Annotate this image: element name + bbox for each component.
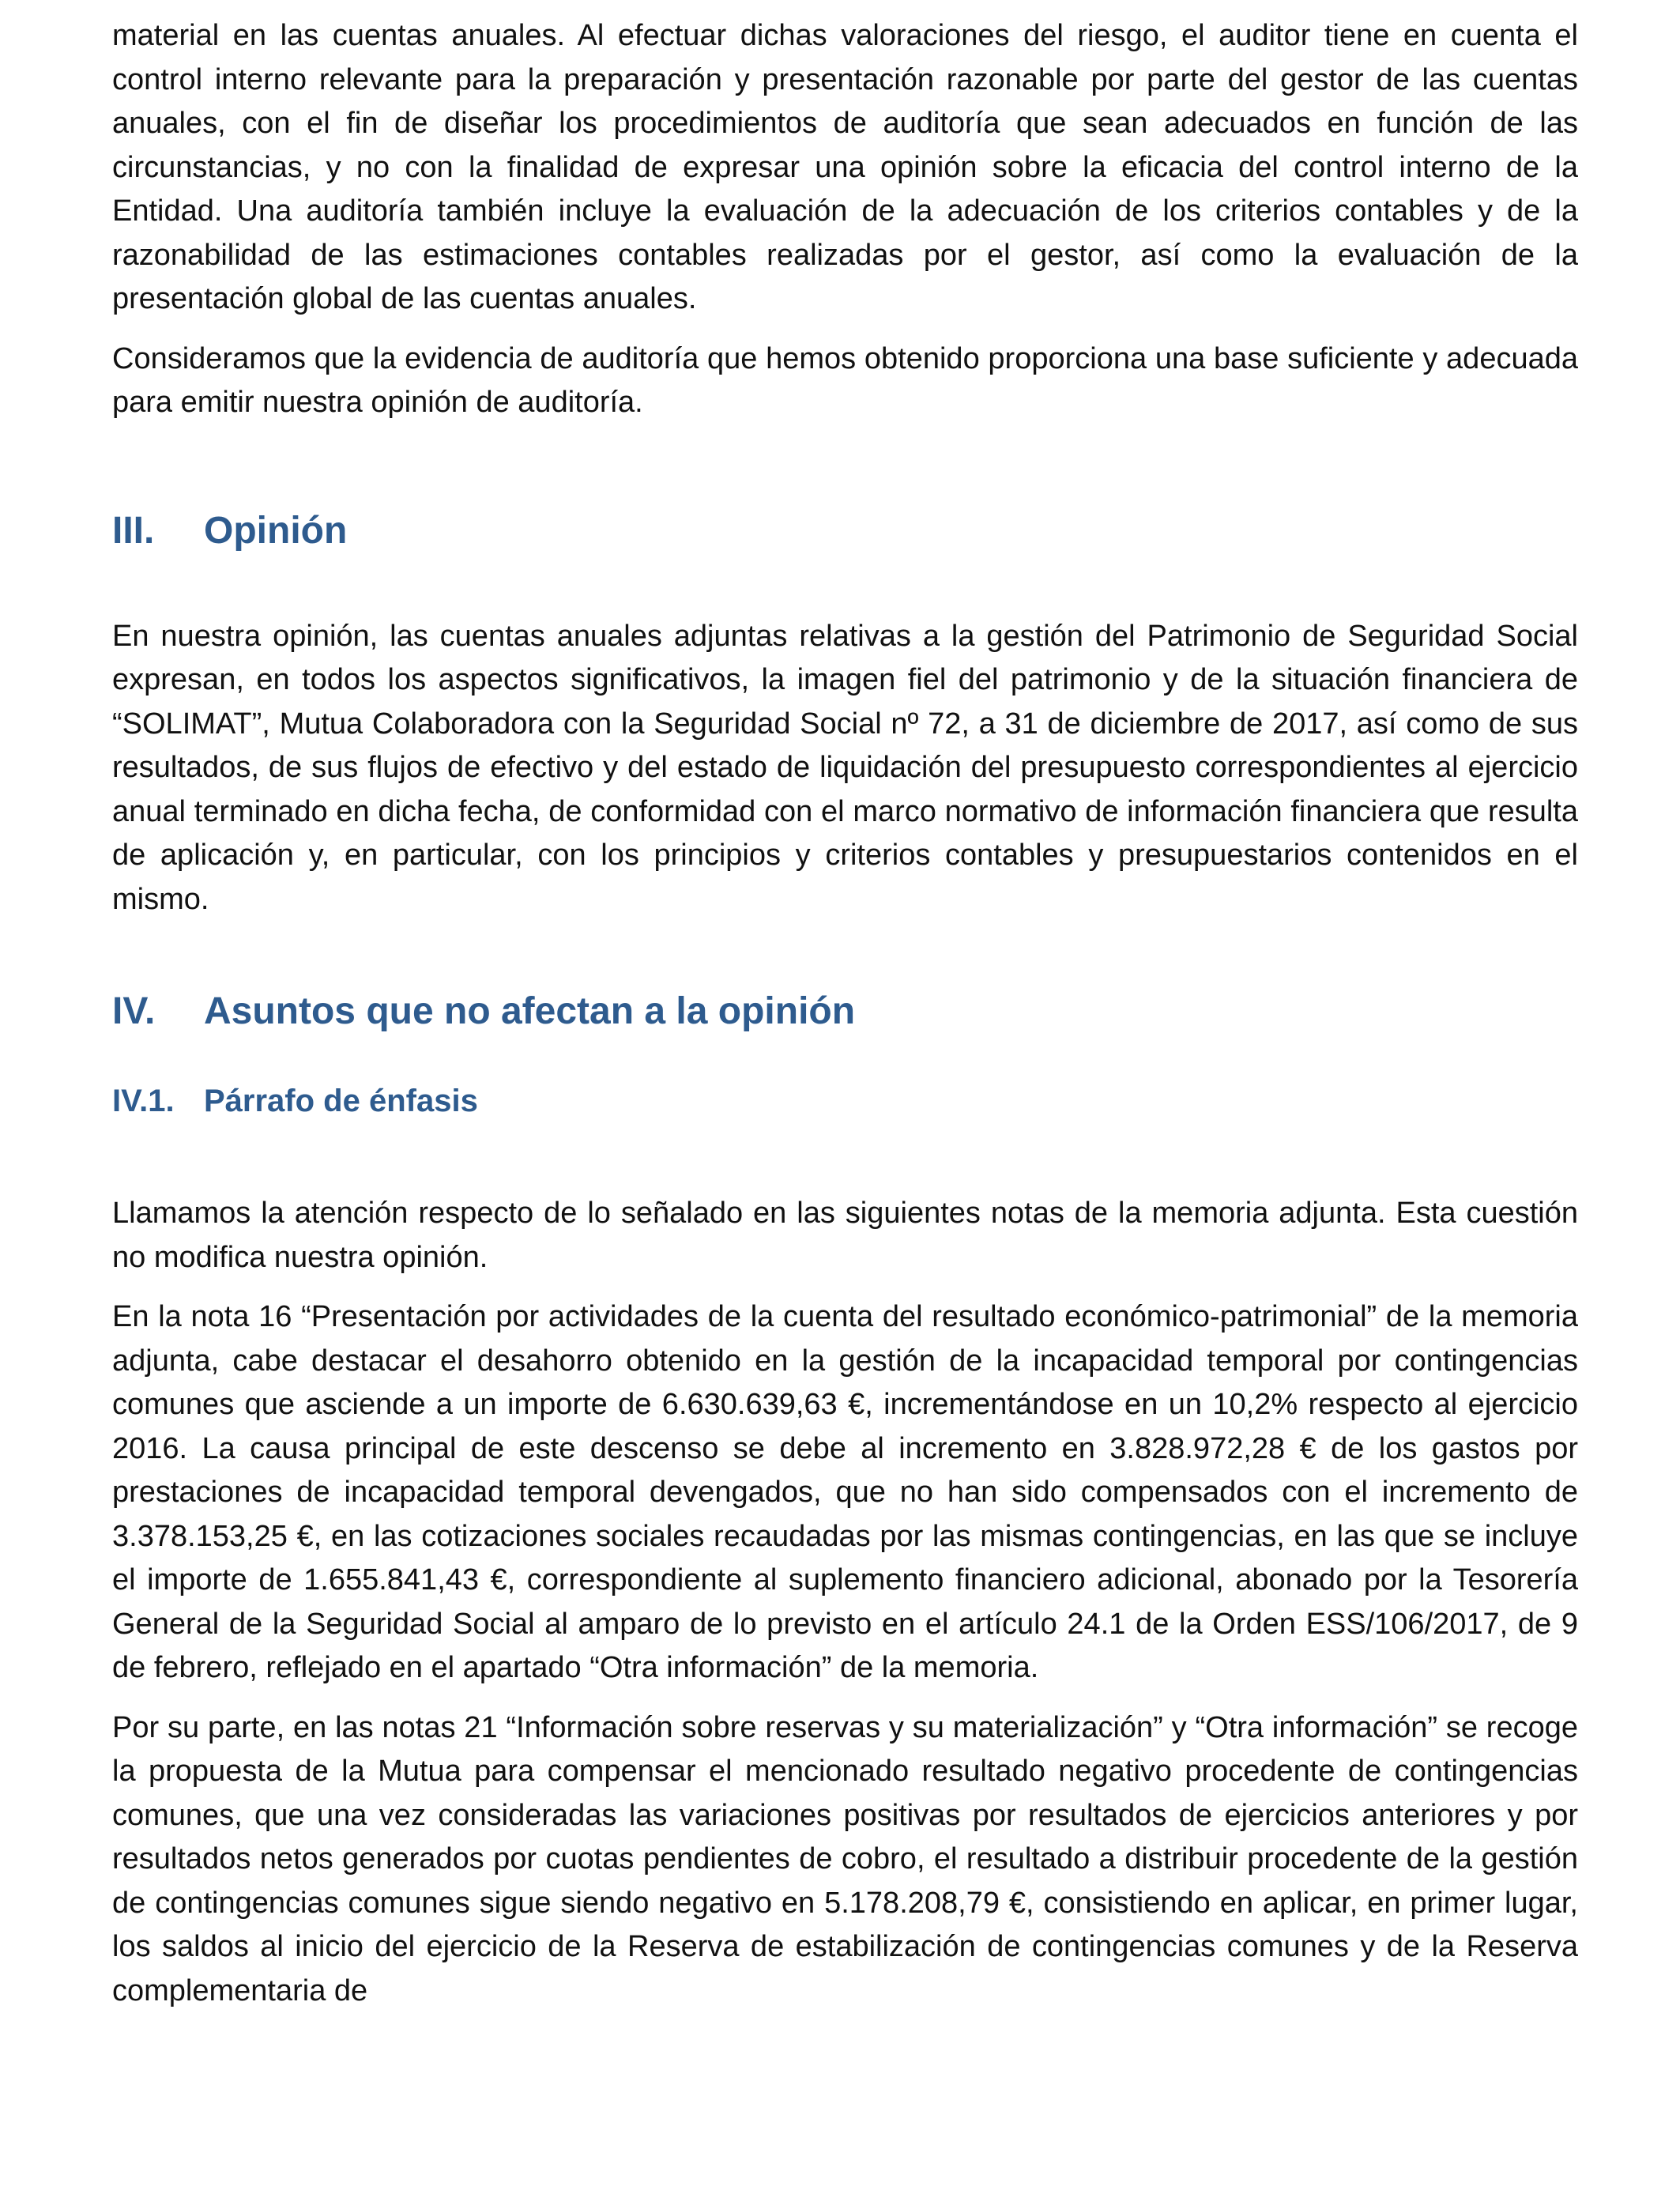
section-heading-matters [112,988,1578,1035]
subsection-title: Párrafo de énfasis [204,1084,478,1118]
paragraph-note-21: Por su parte, en las notas 21 “Información sobre reservas y su materialización” y “Otra información” se recoge la propuesta de la Mutua para compensar el mencionado resultado negativo procedente de contingencias comunes, que una vez consideradas las variaciones positivas por resultados de ejercicios anteriores y por resultados netos generados por cuotas pendientes de cobro, el resultado a distribuir procedente de la gestión de contingencias comunes sigue siendo negativo en 5.178.208,79 €, consistiendo en aplicar, en primer lugar, los saldos al inicio del ejercicio de la Reserva de estabilización de contingencias comunes y de la Reserva complementaria de [112,1710,1578,2007]
document-page [112,14,1578,2013]
section-number: III. [112,509,155,552]
subsection-number: IV.1. [112,1084,175,1118]
section-title: Opinión [204,509,348,552]
paragraph-opinion: En nuestra opinión, las cuentas anuales adjuntas relativas a la gestión del Patrimonio de Seguridad Social expresan, en todos los aspectos significativos, la imagen fiel del patrimonio y de la situación financiera de “SOLIMAT”, Mutua Colaboradora con la Seguridad Social nº 72, a 31 de diciembre de 2017, así como de sus resultados, de sus flujos de efectivo y del estado de liquidación del presupuesto correspondientes al ejercicio anual terminado en dicha fecha, de conformidad con el marco normativo de información financiera que resulta de aplicación y, en particular, con los principios y criterios contables y presupuestarios contenidos en el mismo. [112,619,1578,916]
section-heading-opinion [112,507,1578,555]
section-number: IV. [112,990,156,1032]
paragraph-attention: Llamamos la atención respecto de lo señalado en las siguientes notas de la memoria adjunta. Esta cuestión no modifica nuestra opinión. [112,1197,1578,1274]
paragraph-evidence: Consideramos que la evidencia de auditoría que hemos obtenido proporciona una base suficiente y adecuada para emitir nuestra opinión de auditoría. [112,341,1578,419]
subsection-heading-emphasis [112,1080,1578,1122]
section-title: Asuntos que no afectan a la opinión [204,990,856,1032]
paragraph-audit-risk: material en las cuentas anuales. Al efectuar dichas valoraciones del riesgo, el auditor tiene en cuenta el control interno relevante para la preparación y presentación razonable por parte del gestor de las cuentas anuales, con el fin de diseñar los procedimientos de auditoría que sean adecuados en función de las circunstancias, y no con la finalidad de expresar una opinión sobre la eficacia del control interno de la Entidad. Una auditoría también incluye la evaluación de la adecuación de los criterios contables y de la razonabilidad de las estimaciones contables realizadas por el gestor, así como la evaluación de la presentación global de las cuentas anuales. [112,19,1578,315]
paragraph-note-16: En la nota 16 “Presentación por actividades de la cuenta del resultado económico-patrimonial” de la memoria adjunta, cabe destacar el desahorro obtenido en la gestión de la incapacidad temporal por contingencias comunes que asciende a un importe de 6.630.639,63 €, incrementándose en un 10,2% respecto al ejercicio 2016. La causa principal de este descenso se debe al incremento en 3.828.972,28 € de los gastos por prestaciones de incapacidad temporal devengados, que no han sido compensados con el incremento de 3.378.153,25 €, en las cotizaciones sociales recaudadas por las mismas contingencias, en las que se incluye el importe de 1.655.841,43 €, correspondiente al suplemento financiero adicional, abonado por la Tesorería General de la Seguridad Social al amparo de lo previsto en el artículo 24.1 de la Orden ESS/106/2017, de 9 de febrero, reflejado en el apartado “Otra información” de la memoria. [112,1300,1578,1684]
